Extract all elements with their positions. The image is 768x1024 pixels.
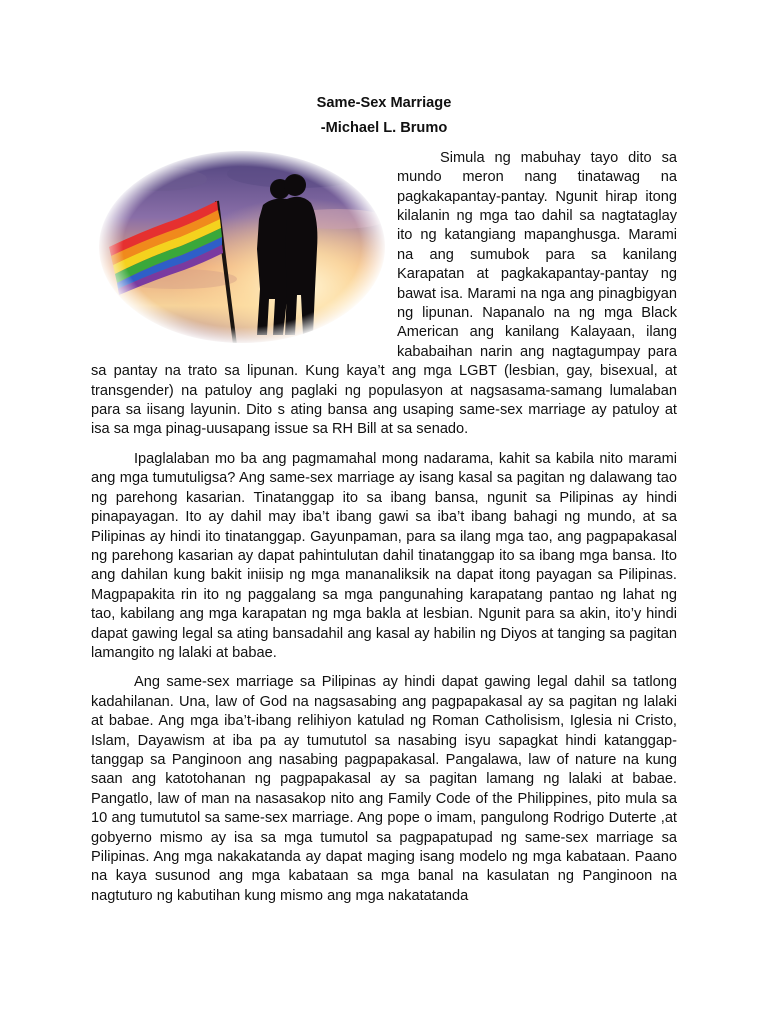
rainbow-flag-couple-illustration xyxy=(97,149,387,345)
paragraph-third: Ang same-sex marriage sa Pilipinas ay hindi dapat gawing legal dahil sa tatlong kadahilanan. Una, law of God na nagsasabing ang pagpapakasal ay sa pagitan ng lalaki at babae. Ang mga iba’t-ibang relihiyon katulad ng Roman Catholisism, Iglesia ni Cristo, Islam, Dayawism at iba pa ay tumututol sa nasabing isyu sapagkat hindi katanggap-tanggap sa Panginoon ang nasabing pagpapakasal. Pangalawa, law of nature na kung saan ang katotohanan ng pagpapakasal ay sa pagitan lamang ng lalaki at babae. Pangatlo, law of man na nasasakop nito ang Family Code of the Philippines, pito mula sa 10 ang tumututol sa same-sex marriage. Ang pope o imam, pangulong Rodrigo Duterte ,at gobyerno mismo ay isa sa mga tumutol sa pagpapatupad ng same-sex marriage sa Pilipinas. Ang mga nakakatanda ay dapat maging isang modelo ng mga kabataan. Paano na kaya susunod ang mga kabataan sa mga banal na kasulatan ng Panginoon na nagtuturo ng kabutihan kung mismo ang mga nakatatanda xyxy=(91,674,677,904)
document-author: -Michael L. Brumo xyxy=(320,120,448,137)
document-page xyxy=(91,94,677,906)
intro-section xyxy=(91,149,677,440)
document-title: Same-Sex Marriage xyxy=(316,95,452,111)
paragraph-intro: Simula ng mabuhay tayo dito sa mundo meron nang tinatawag na pagkakapantay-pantay. Ngunit hirap itong kilalanin ng mga tao dahil sa nagtataglay ito ng katangiang mapanghusga. Marami na ang sumubok para sa kanilang Karapatan at pagkakapantay-pantay ng bawat isa. Marami na nga ang pinagbigyan ng lipunan. Napanalo na ng mga Black American ang kanilang Kalayaan, ilang kababaihan narin ang nagtagumpay para sa pantay na trato sa lipunan. Kung kaya’t ang mga LGBT (lesbian, gay, bisexual, at transgender) na patuloy ang paglaki ng populasyon at nagsasama-samang lumalaban para sa iisang layunin. Dito s ating bansa ang usaping same-sex marriage ay patuloy at isa sa mga pinag-uusapang issue sa RH Bill at sa senado. xyxy=(91,149,677,438)
paragraph-second: Ipaglalaban mo ba ang pagmamahal mong nadarama, kahit sa kabila nito marami ang mga tumutuligsa? Ang same-sex marriage ay isang kasal sa pagitan ng dalawang tao ng parehong kasarian. Tinatanggap ito sa ibang bansa, ngunit sa Pilipinas ay hindi pinapayagan. Ito ay dahil may iba’t ibang gawi sa iba’t ibang bahagi ng mundo, at sa Pilipinas ay hindi ito tinatanggap. Gayunpaman, para sa ilang mga tao, ang pagpapakasal ng parehong kasarian ay dapat pahintulutan dahil tinatanggap ito sa ibang mga bansa. Ito ang dahilan kung bakit iniisip ng mga mananaliksik na dapat itong payagan sa Pilipinas. Magpapakita rin ito ng paggalang sa mga pangunahing karapatang pantao ng lahat ng tao, kabilang ang mga karapatan ng mga bakla at lesbian. Ngunit para sa akin, ito’y hindi dapat gawing legal sa ating bansadahil ang kasal ay habilin ng Diyos at tanging sa pagitan lamangito ng lalaki at babae. xyxy=(91,450,677,661)
